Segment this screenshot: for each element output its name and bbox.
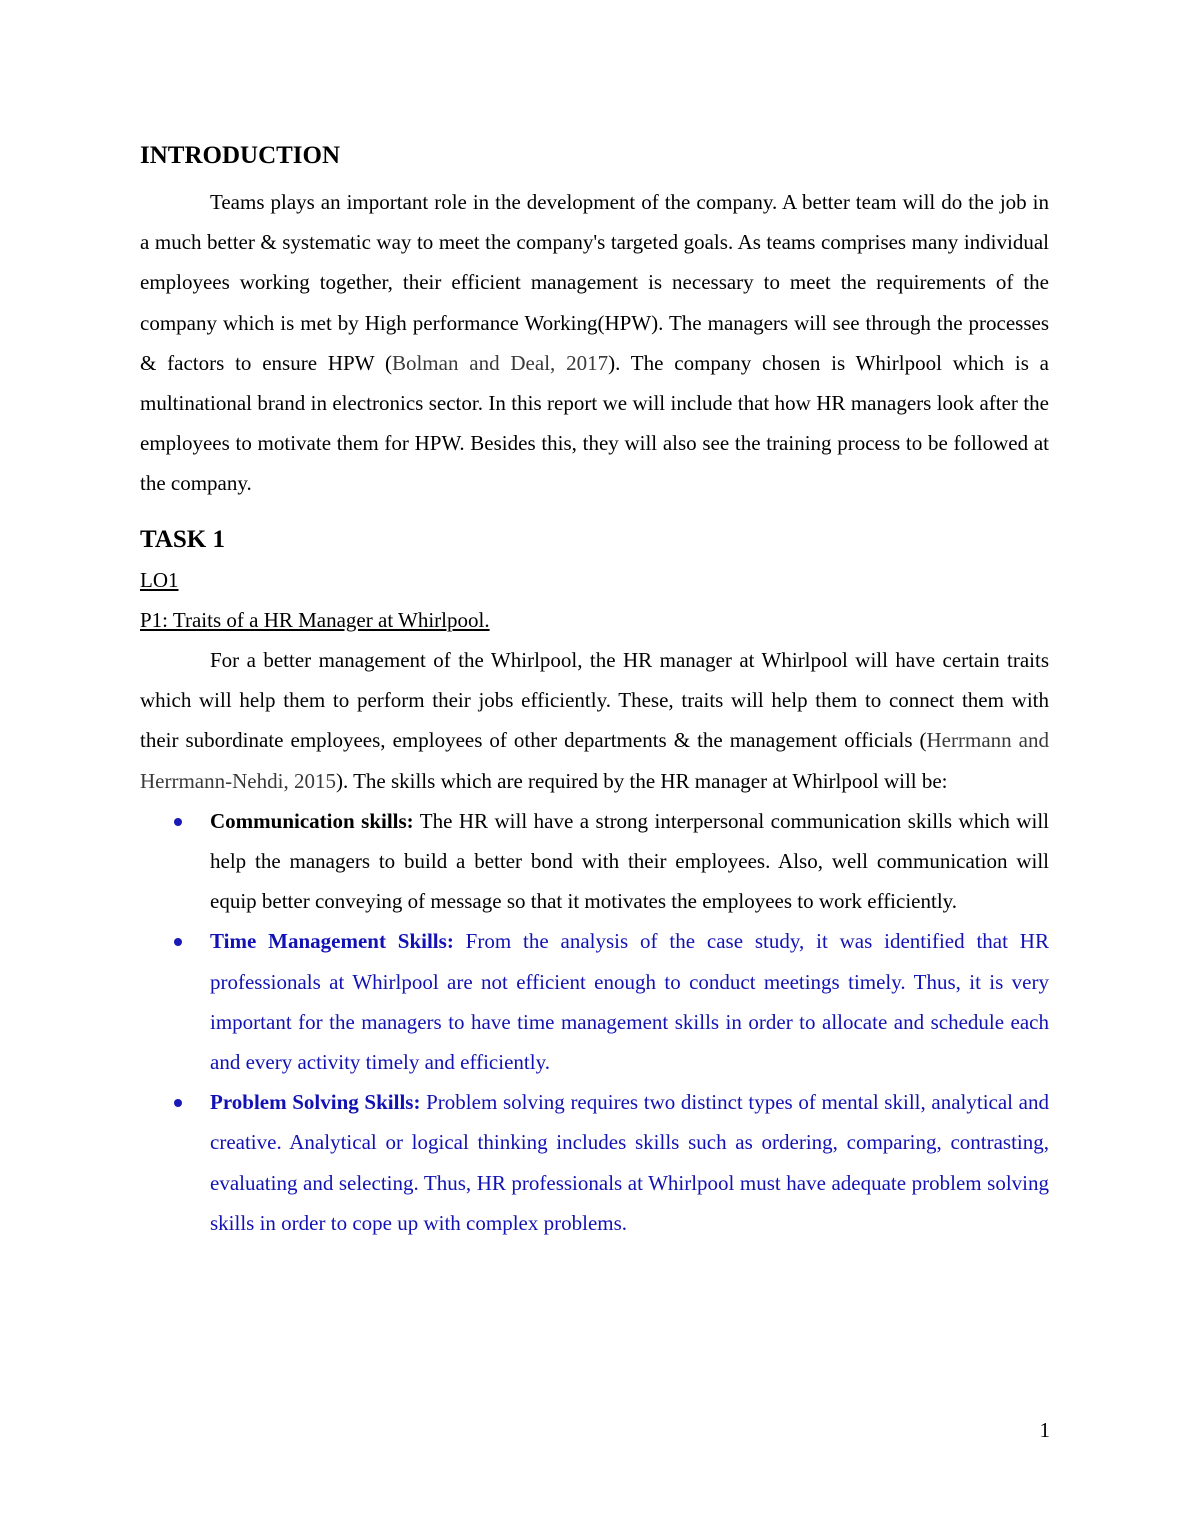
introduction-heading: INTRODUCTION [140, 142, 341, 169]
bullet-icon [174, 818, 182, 826]
skills-list [140, 801, 1049, 1243]
bullet-icon [174, 938, 182, 946]
page-content [140, 140, 1049, 1243]
bullet-label: Time Management Skills: [210, 929, 454, 954]
list-item [140, 921, 1049, 1082]
bullet-icon [174, 1099, 182, 1107]
lo1-label: LO1 [140, 567, 179, 592]
bullet-text: Problem solving requires two distinct types of mental skill, analytical and creative. Analytical or logical thinking includes skills such as ordering, comparing, contrasting, evaluating and selecting. Thus, HR professionals at Whirlpool must have adequate problem solving skills in order to cope up with complex problems. [210, 1090, 1049, 1235]
p1-subheading: P1: Traits of a HR Manager at Whirlpool. [140, 607, 490, 632]
introduction-paragraph [140, 182, 1049, 504]
introduction-text-1: Teams plays an important role in the development of the company. A better team will do the job in a much better & systematic way to meet the company's targeted goals. As teams comprises many individual employees working together, their efficient management is necessary to meet the requirements of the company which is met by High performance Working(HPW). The managers will see through the processes & factors to ensure HPW ( [140, 190, 1049, 375]
introduction-text-2: ). The company chosen is Whirlpool which is a multinational brand in electronics sector. In this report we will include that how HR managers look after the employees to motivate them for HPW. Besides this, they will also see the training process to be followed at the company. [140, 350, 1049, 496]
bullet-text: The HR will have a strong interpersonal communication skills which will help the managers to build a better bond with their employees. Also, well communication will equip better conveying of message so that it motivates the employees to work efficiently. [210, 808, 1049, 914]
task1-text-1: For a better management of the Whirlpool, the HR manager at Whirlpool will have certain traits which will help them to perform their jobs efficiently. These, traits will help them to connect them with their subordinate employees, employees of other departments & the management officials ( [140, 648, 1049, 753]
introduction-citation: Bolman and Deal, 2017 [391, 350, 609, 375]
task1-citation: Herrmann and Herrmann-Nehdi, 2015 [140, 728, 1049, 793]
bullet-label: Problem Solving Skills: [210, 1090, 421, 1115]
list-item [140, 801, 1049, 922]
task1-paragraph [140, 640, 1049, 801]
bullet-text: From the analysis of the case study, it was identified that HR professionals at Whirlpool are not efficient enough to conduct meetings timely. Thus, it is very important for the managers to have time management skills in order to allocate and schedule each and every activity timely and efficiently. [210, 929, 1049, 1075]
task1-text-2: ). The skills which are required by the HR manager at Whirlpool will be: [335, 768, 948, 793]
bullet-label: Communication skills: [210, 808, 414, 833]
task1-heading: TASK 1 [140, 525, 225, 553]
list-item [140, 1082, 1049, 1243]
page-number: 1 [1039, 1418, 1050, 1442]
